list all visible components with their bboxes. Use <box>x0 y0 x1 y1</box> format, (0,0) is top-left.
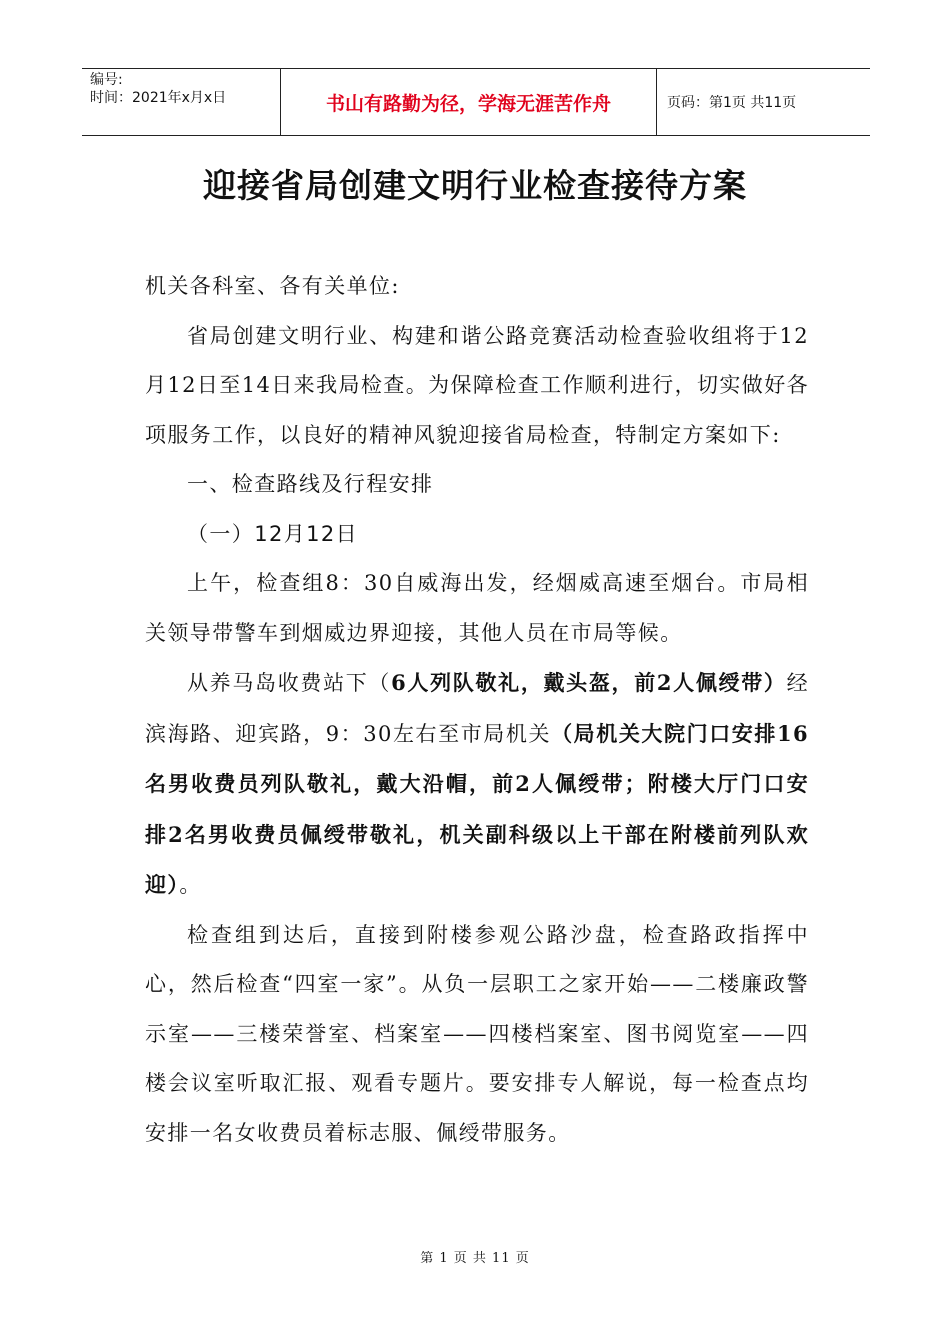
route-text-3: 经滨海路、迎宾路，9：30左右至市局机关 <box>145 671 809 746</box>
salutation: 机关各科室、各有关单位: <box>145 274 400 298</box>
header-meta-cell <box>82 69 281 135</box>
page-footer: 第 1 页 共 11 页 <box>420 1251 530 1266</box>
motto-text: 书山有路勤为径，学海无涯苦作舟 <box>325 92 611 115</box>
inspection-paragraph: 检查组到达后，直接到附楼参观公路沙盘，检查路政指挥中心，然后检查“四室一家”。从负一层职工之家开始——二楼廉政警示室——三楼荣誉室、档案室——四楼档案室、图书阅览室——四楼会议室听取汇报、观看专题片。要安排专人解说，每一检查点均安排一名女收费员着标志服、佩绶带服务。 <box>145 922 809 1145</box>
section-heading: 一、检查路线及行程安排 <box>187 472 434 496</box>
route-text-1: 从养马岛收费站下（ <box>187 671 392 695</box>
document-title: 迎接省局创建文明行业检查接待方案 <box>203 166 747 205</box>
number-label: 编号: <box>90 72 123 88</box>
route-paragraph <box>145 658 809 911</box>
header-table <box>82 68 870 136</box>
morning-paragraph: 上午，检查组8：30自威海出发，经烟威高速至烟台。市局相关领导带警车到烟威边界迎接，其他人员在市局等候。 <box>145 571 809 645</box>
header-motto-cell <box>281 69 657 135</box>
document-body <box>145 262 809 1158</box>
route-text-2-bold: 6人列队敬礼，戴头盔，前2人佩绶带） <box>391 670 787 695</box>
page-info: 页码：第1页 共11页 <box>667 95 797 111</box>
intro-paragraph: 省局创建文明行业、构建和谐公路竞赛活动检查验收组将于12月12日至14日来我局检查。为保障检查工作顺利进行，切实做好各项服务工作，以良好的精神风貌迎接省局检查，特制定方案如下: <box>145 323 809 447</box>
time-label: 时间：2021年x月x日 <box>90 90 227 106</box>
header-page-cell <box>657 69 870 135</box>
subsection-heading: （一）12月12日 <box>187 521 359 546</box>
route-text-4-bold: （局机关大院门口安排16名男收费员列队敬礼，戴大沿帽，前2人佩绶带；附楼大厅门口安排2名男收费员佩绶带敬礼，机关副科级以上干部在附楼前列队欢迎） <box>145 720 809 897</box>
route-text-5: 。 <box>179 873 202 897</box>
